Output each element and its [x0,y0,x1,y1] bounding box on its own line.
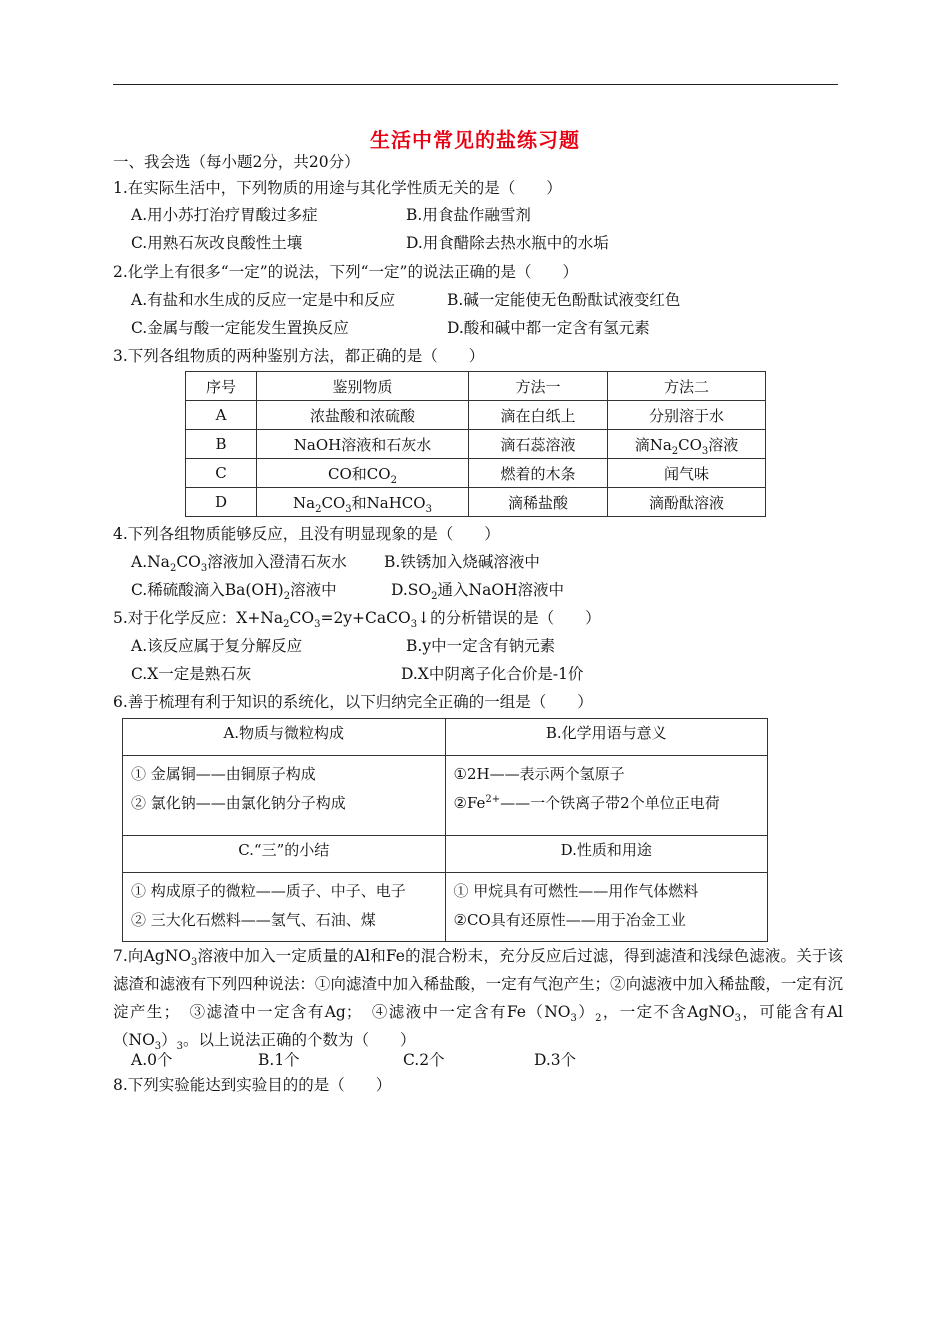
section-heading: 一、我会选（每小题2分，共20分） [113,153,360,171]
question-7-option-c: C.2个 [403,1051,445,1069]
table-header-cell: 方法二 [608,372,766,401]
question-1-option-a: A.用小苏打治疗胃酸过多症 [131,206,318,224]
question-2-option-a: A.有盐和水生成的反应一定是中和反应 [131,291,396,309]
table-cell: 浓盐酸和浓硫酸 [257,401,469,430]
question-4-option-c: C.稀硫酸滴入$Ba(OH)_2$溶液中 [131,581,337,603]
table-header-cell: 鉴别物质 [257,372,469,401]
table-cell: ① 构成原子的微粒——质子、中子、电子 ② 三大化石燃料——氢气、石油、煤 [123,873,446,942]
table-cell: 燃着的木条 [469,459,608,488]
table-header-row [186,372,766,401]
question-4-option-b: B.铁锈加入烧碱溶液中 [384,553,540,571]
question-4-stem: 4.下列各组物质能够反应，且没有明显现象的是（ ） [113,525,500,543]
table-cell: D [186,488,257,517]
table-header-cell: 方法一 [469,372,608,401]
table-cell: CO和$CO_2$ [257,459,469,488]
question-2-stem: 2.化学上有很多“一定”的说法，下列“一定”的说法正确的是（ ） [113,263,578,281]
table-cell: 滴在白纸上 [469,401,608,430]
question-5-option-c: C.X一定是熟石灰 [131,665,252,683]
table-header-cell: D.性质和用途 [445,836,768,873]
question-7-option-d: D.3个 [534,1051,577,1069]
question-1-option-c: C.用熟石灰改良酸性土壤 [131,234,303,252]
table-row [186,459,766,488]
question-4-option-d: $D.SO_2$通入NaOH溶液中 [391,581,565,603]
table-row [186,488,766,517]
question-2-option-c: C.金属与酸一定能发生置换反应 [131,319,349,337]
table-header-cell: B.化学用语与意义 [445,719,768,756]
table-cell: A [186,401,257,430]
table-header-cell: 序号 [186,372,257,401]
header-rule [113,84,838,85]
question-5-stem: 5.对于化学反应：$X+Na_2CO_3=2y+CaCO_3↓$的分析错误的是（ ） [113,609,601,631]
table-header-cell: C.“三”的小结 [123,836,446,873]
table-cell: C [186,459,257,488]
question-7-option-b: B.1个 [258,1051,300,1069]
table-cell: 滴石蕊溶液 [469,430,608,459]
question-1-stem: 1.在实际生活中，下列物质的用途与其化学性质无关的是（ ） [113,179,562,197]
table-row [123,836,768,873]
table-cell: B [186,430,257,459]
table-cell: 滴酚酞溶液 [608,488,766,517]
table-cell: ① 甲烷具有可燃性——用作气体燃料 ②CO具有还原性——用于冶金工业 [445,873,768,942]
table-row [186,430,766,459]
table-cell: ①2H——表示两个氢原子 $②Fe^{2+}——$一个铁离子带2个单位正电荷 [445,756,768,836]
question-5-option-d: D.X中阴离子化合价是-1价 [401,665,584,683]
question-4-option-a: $A.Na_2CO_3$溶液加入澄清石灰水 [131,553,347,575]
question-3-stem: 3.下列各组物质的两种鉴别方法，都正确的是（ ） [113,347,485,365]
question-8-stem: 8.下列实验能达到实验目的的是（ ） [113,1076,392,1094]
table-cell: $Na_2CO_3$和NaHCO$_3$ [257,488,469,517]
table-cell: 分别溶于水 [608,401,766,430]
table-cell: 滴稀盐酸 [469,488,608,517]
question-7-stem: 7.向AgNO$_3$溶液中加入一定质量的Al和Fe的混合粉末，充分反应后过滤，得到滤渣和浅绿色滤液。关于该滤渣和滤液有下列四种说法：①向滤渣中加入稀盐酸，一定有气泡产生；②向滤液中加入稀盐酸，一定有沉淀产生； ③滤渣中一定含有Ag； ④滤液中一定含有$Fe(NO_3)_2$，一定不含AgNO$_3$，可能含有$Al(NO_3)_3$。以上说法正确的个数为（ ） [113,947,843,1053]
table-row [123,756,768,836]
question-6-stem: 6.善于梳理有利于知识的系统化，以下归纳完全正确的一组是（ ） [113,693,593,711]
table-row [186,401,766,430]
question-6-table [122,718,768,942]
question-5-option-a: A.该反应属于复分解反应 [131,637,303,655]
question-7-option-a: A.0个 [131,1051,173,1069]
table-row [123,719,768,756]
question-1-option-d: D.用食醋除去热水瓶中的水垢 [406,234,609,252]
table-row [123,873,768,942]
question-5-option-b: B.y中一定含有钠元素 [406,637,556,655]
table-cell: 闻气味 [608,459,766,488]
table-cell: ① 金属铜——由铜原子构成 ② 氯化钠——由氯化钠分子构成 [123,756,446,836]
question-2-option-b: B.碱一定能使无色酚酞试液变红色 [447,291,681,309]
table-cell: NaOH溶液和石灰水 [257,430,469,459]
question-3-table [185,371,766,517]
table-cell: 滴$Na_2CO_3$溶液 [608,430,766,459]
page-title: 生活中常见的盐练习题 [370,128,580,152]
question-2-option-d: D.酸和碱中都一定含有氢元素 [447,319,650,337]
table-header-cell: A.物质与微粒构成 [123,719,446,756]
question-1-option-b: B.用食盐作融雪剂 [406,206,531,224]
